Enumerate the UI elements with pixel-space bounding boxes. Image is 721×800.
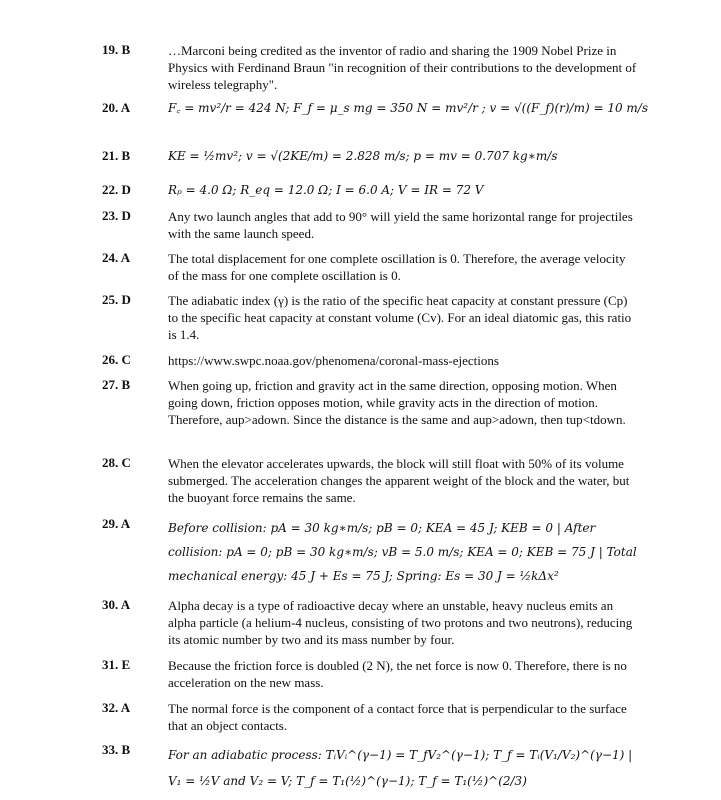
answer-number: 21. B xyxy=(102,148,131,163)
answer-number: 30. A xyxy=(102,597,131,612)
answer-text: Alpha decay is a type of radioactive decay where an unstable, heavy nucleus emits an alpha particle (a helium-4 nucleus, consisting of two protons and two neutrons), reducing its atomic number by two and its mass number by four. xyxy=(168,598,633,647)
answer-number: 32. A xyxy=(102,700,131,715)
answer-text: The normal force is the component of a contact force that is perpendicular to the surface that an object contacts. xyxy=(168,701,627,733)
answer-number: 23. D xyxy=(102,208,131,223)
answer-number: 19. B xyxy=(102,42,131,57)
answer-number: 27. B xyxy=(102,377,131,392)
answer-equation: KE = ½mv²; v = √(2KE/m) = 2.828 m/s; p = mv = 0.707 kg∗m/s xyxy=(168,149,558,163)
answer-text: The total displacement for one complete oscillation is 0. Therefore, the average velocity of the mass for one complete oscillation is 0. xyxy=(168,251,626,283)
answer-number: 20. A xyxy=(102,100,131,115)
answer-equation: Before collision: pA = 30 kg∗m/s; pB = 0; KEA = 45 J; KEB = 0 | After collision: pA = 0; pB = 30 kg∗m/s; vB = 5.0 m/s; KEA = 0; KEB = 75 J | Total mechanical energy: 45 J + Es = 75 J; Spring: Es = 30 J = ½kΔx² xyxy=(168,521,637,583)
answer-number: 26. C xyxy=(102,352,131,367)
answer-text: Any two launch angles that add to 90° will yield the same horizontal range for projectiles with the same launch speed. xyxy=(168,209,633,241)
answer-text: When the elevator accelerates upwards, the block will still float with 50% of its volume submerged. The acceleration changes the apparent weight of the block and the water, but the buoyant force remains the same. xyxy=(168,456,630,505)
answer-equation: F꜀ = mv²/r = 424 N; F_f = μ_s mg = 350 N = mv²/r ; v = √((F_f)(r)/m) = 10 m/s xyxy=(168,101,649,115)
answer-equation: Rₚ = 4.0 Ω; R_eq = 12.0 Ω; I = 6.0 A; V = IR = 72 V xyxy=(168,183,484,197)
answer-number: 25. D xyxy=(102,292,131,307)
answer-equation: For an adiabatic process: TᵢVᵢ^(γ−1) = T_fV₂^(γ−1); T_f = Tᵢ(V₁/V₂)^(γ−1) | V₁ = ½V and V₂ = V; T_f = T₁(½)^(γ−1); T_f = T₁(½)^(2/3) xyxy=(168,748,633,788)
answer-text: When going up, friction and gravity act in the same direction, opposing motion. When going down, friction opposes motion, while gravity acts in the direction of motion. Therefore, aup>adown. Since the distance is the same and aup>adown, then tup<tdown. xyxy=(168,378,626,427)
answer-text: Because the friction force is doubled (2 N), the net force is now 0. Therefore, there is no acceleration on the new mass. xyxy=(168,658,627,690)
answer-number: 28. C xyxy=(102,455,131,470)
answer-text: …Marconi being credited as the inventor of radio and sharing the 1909 Nobel Prize in Physics with Ferdinand Braun "in recognition of their contributions to the development of wireless telegraphy". xyxy=(168,43,637,92)
answer-number: 31. E xyxy=(102,657,131,672)
answer-number: 22. D xyxy=(102,182,131,197)
answer-text: The adiabatic index (γ) is the ratio of the specific heat capacity at constant pressure (Cp) to the specific heat capacity at constant volume (Cv). For an ideal diatomic gas, this ratio is 1.4. xyxy=(168,293,632,342)
answer-number: 33. B xyxy=(102,742,131,757)
answer-number: 29. A xyxy=(102,516,131,531)
answer-number: 24. A xyxy=(102,250,131,265)
answer-link[interactable]: https://www.swpc.noaa.gov/phenomena/coronal-mass-ejections xyxy=(168,353,499,368)
